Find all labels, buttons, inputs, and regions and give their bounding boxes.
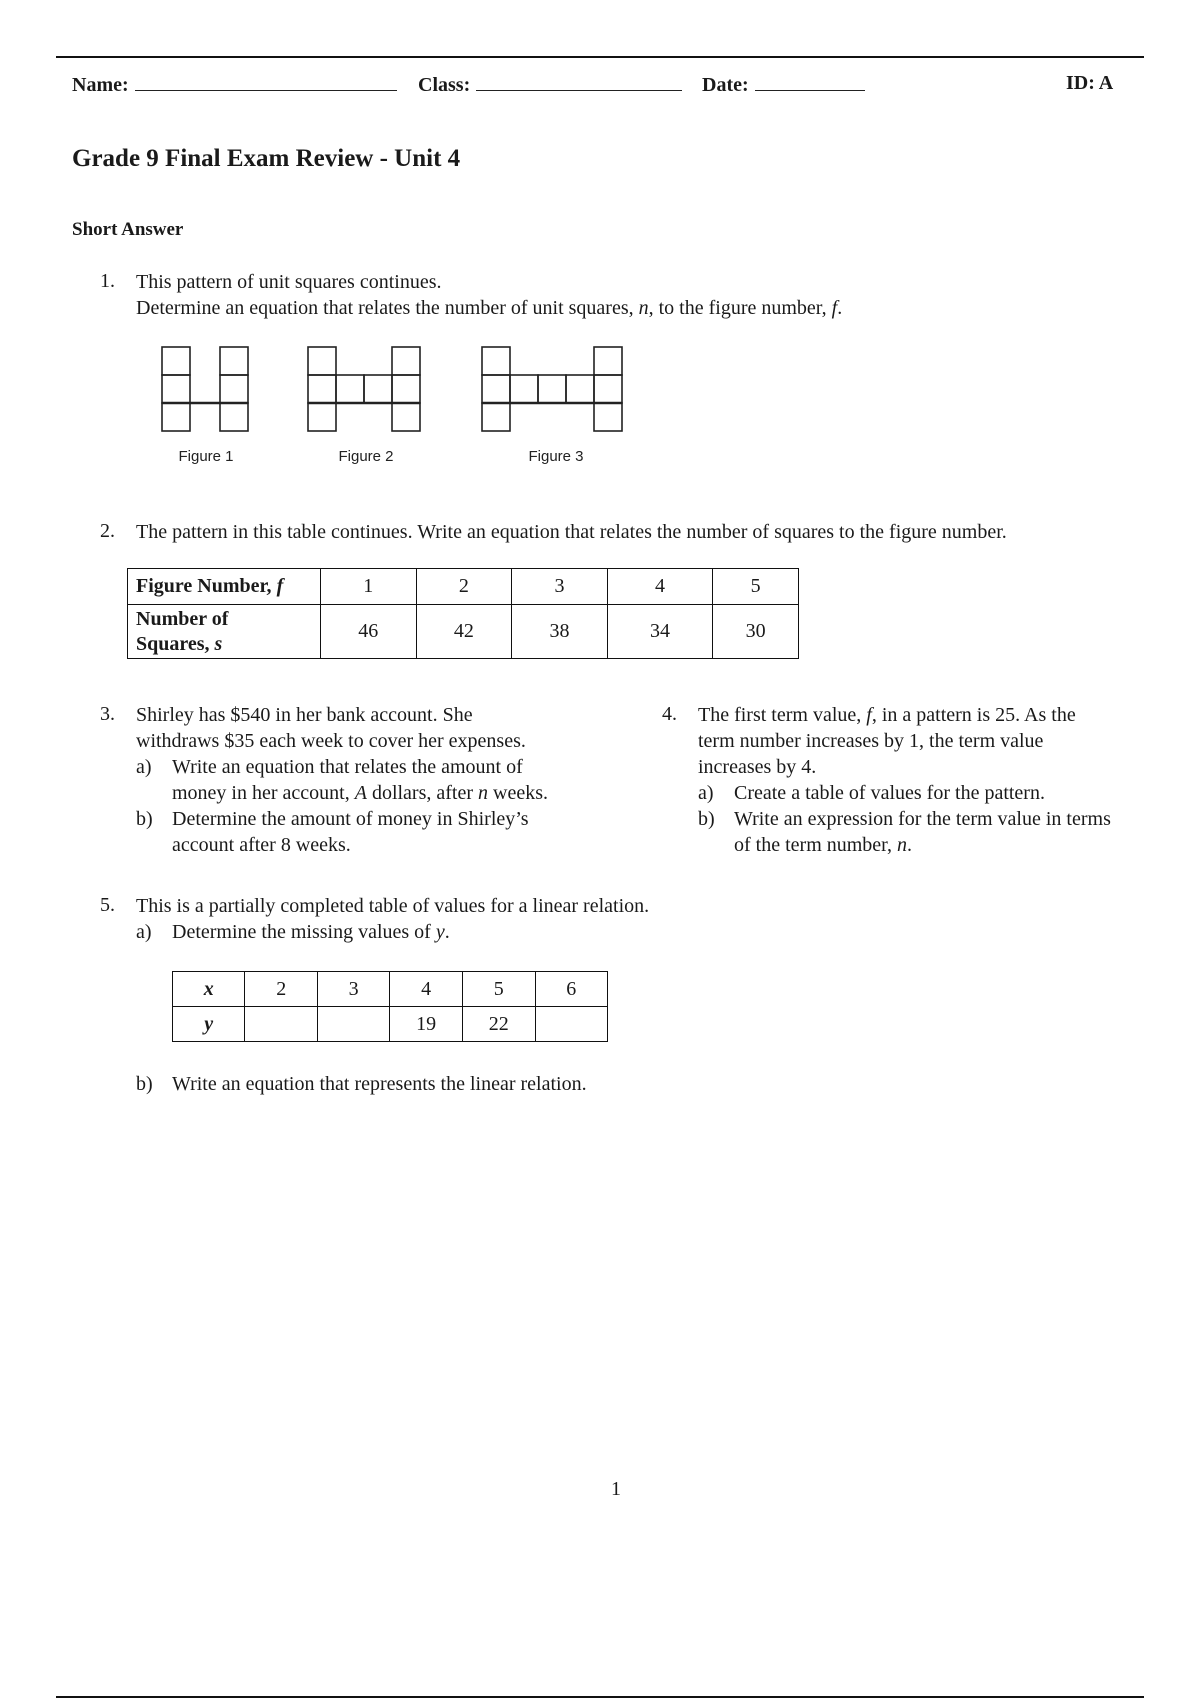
q3-b-line2: account after 8 weeks. [172,834,351,856]
q5-y-cell: 19 [390,1007,463,1042]
name-field [72,72,397,97]
q4-line1-a: The first term value, [698,704,867,726]
q5-b-label: b) [136,1073,153,1095]
date-blank[interactable] [755,72,865,91]
class-label: Class: [418,74,471,96]
q3-b-line1: Determine the amount of money in Shirley’s [172,808,529,830]
q2-number: 2. [100,520,115,542]
q4-b-line2-b: . [907,834,913,856]
q4-b-line1: Write an expression for the term value in terms [734,808,1111,830]
q5-y-label: y [173,1007,245,1042]
q2-squares-cell: 30 [713,605,799,659]
q5-y-cell-empty[interactable] [245,1007,317,1042]
q1-text [136,269,842,321]
q2-figure-cell: 4 [607,569,712,605]
q4-line1 [698,702,1076,728]
q2-var-f: f [276,575,284,597]
q2-text: The pattern in this table continues. Write an equation that relates the number of squares to the figure number. [136,521,1007,543]
q2-squares-cell: 46 [320,605,416,659]
q4-b-line2 [734,832,1111,858]
q2-row2-label-line2: Squares, [136,632,215,655]
date-label: Date: [702,74,749,96]
q2-table [127,568,799,659]
class-blank[interactable] [476,72,682,91]
q1-var-f: f [831,297,838,319]
figure-1-diagram [162,347,248,431]
q5-x-cell: 6 [535,972,608,1007]
q1-number: 1. [100,270,115,292]
id-label: ID: A [1066,72,1114,94]
bottom-rule [56,1696,1144,1698]
q5-x-cell: 2 [245,972,317,1007]
figure-2-label: Figure 2 [338,448,394,465]
q5-a-label: a) [136,921,152,943]
q3-a-line2-b: dollars, after [366,782,479,804]
q2-figure-cell: 5 [713,569,799,605]
q3-a-line1: Write an equation that relates the amount of [172,756,523,778]
name-blank[interactable] [135,72,397,91]
q1-line2-c: . [837,297,843,319]
q5-b-text: Write an equation that represents the linear relation. [172,1073,587,1095]
q2-figure-cell: 2 [416,569,512,605]
q3-var-n: n [478,782,489,804]
q5-x-cell: 3 [317,972,389,1007]
q5-number: 5. [100,894,115,916]
q4-line2: term number increases by 1, the term value [698,730,1044,752]
q1-line2-b: , to the figure number, [648,297,832,319]
figure-1-label: Figure 1 [178,448,234,465]
q4-var-f: f [866,704,872,726]
q3-number: 3. [100,703,115,725]
q5-table [172,971,608,1042]
q2-row1-label: Figure Number, [136,575,277,597]
figure-3-label: Figure 3 [528,448,584,465]
page-number: 1 [611,1478,621,1500]
name-label: Name: [72,74,129,96]
q1-var-n: n [638,297,649,319]
q4-b-text [734,806,1111,858]
q5-var-y: y [435,921,445,943]
q2-row-label-squares [128,605,321,659]
section-heading: Short Answer [72,219,184,240]
q3-var-A: A [354,782,367,804]
q3-a-label: a) [136,756,152,778]
q4-b-label: b) [698,808,715,830]
q4-b-line2-a: of the term number, [734,834,898,856]
q1-line2-a: Determine an equation that relates the number of unit squares, [136,297,639,319]
q5-a-text [172,919,450,945]
figure-3-diagram [482,347,622,431]
q5-x-label: x [173,972,245,1007]
top-rule [56,56,1144,58]
q4-line3: increases by 4. [698,756,817,778]
q2-squares-cell: 42 [416,605,512,659]
q2-figure-cell: 1 [320,569,416,605]
q4-number: 4. [662,703,677,725]
figure-2-diagram [308,347,420,431]
q5-a-text-a: Determine the missing values of [172,921,436,943]
q5-x-cell: 4 [390,972,463,1007]
q5-y-cell-empty[interactable] [317,1007,389,1042]
q3-b-label: b) [136,808,153,830]
q2-squares-cell: 38 [512,605,608,659]
q2-squares-cell: 34 [607,605,712,659]
q5-x-cell: 5 [462,972,535,1007]
q2-var-s: s [214,632,223,655]
q3-line1: Shirley has $540 in her bank account. She [136,704,473,726]
q5-y-cell-empty[interactable] [535,1007,608,1042]
q5-text: This is a partially completed table of values for a linear relation. [136,895,650,917]
q1-line1: This pattern of unit squares continues. [136,271,442,293]
q3-a-line2-a: money in her account, [172,782,355,804]
q4-var-n: n [897,834,908,856]
q4-a-text: Create a table of values for the pattern. [734,782,1045,804]
q1-pattern-figures [150,340,650,470]
q4-text [698,702,1076,780]
q5-a-text-b: . [444,921,450,943]
q2-row2-label-line1: Number of [136,607,229,630]
q3-b-text [172,806,529,858]
q2-row-label-figure [128,569,321,605]
q5-y-cell: 22 [462,1007,535,1042]
date-field [702,72,865,97]
q3-a-line2 [172,780,548,806]
q4-a-label: a) [698,782,714,804]
page-title: Grade 9 Final Exam Review - Unit 4 [72,145,461,172]
class-field [418,72,682,97]
q3-line2: withdraws $35 each week to cover her expenses. [136,730,526,752]
q3-text [136,702,526,754]
q2-figure-cell: 3 [512,569,608,605]
q3-a-text [172,754,548,806]
q1-line2 [136,295,842,321]
q3-a-line2-c: weeks. [488,782,548,804]
q4-line1-b: , in a pattern is 25. As the [871,704,1076,726]
